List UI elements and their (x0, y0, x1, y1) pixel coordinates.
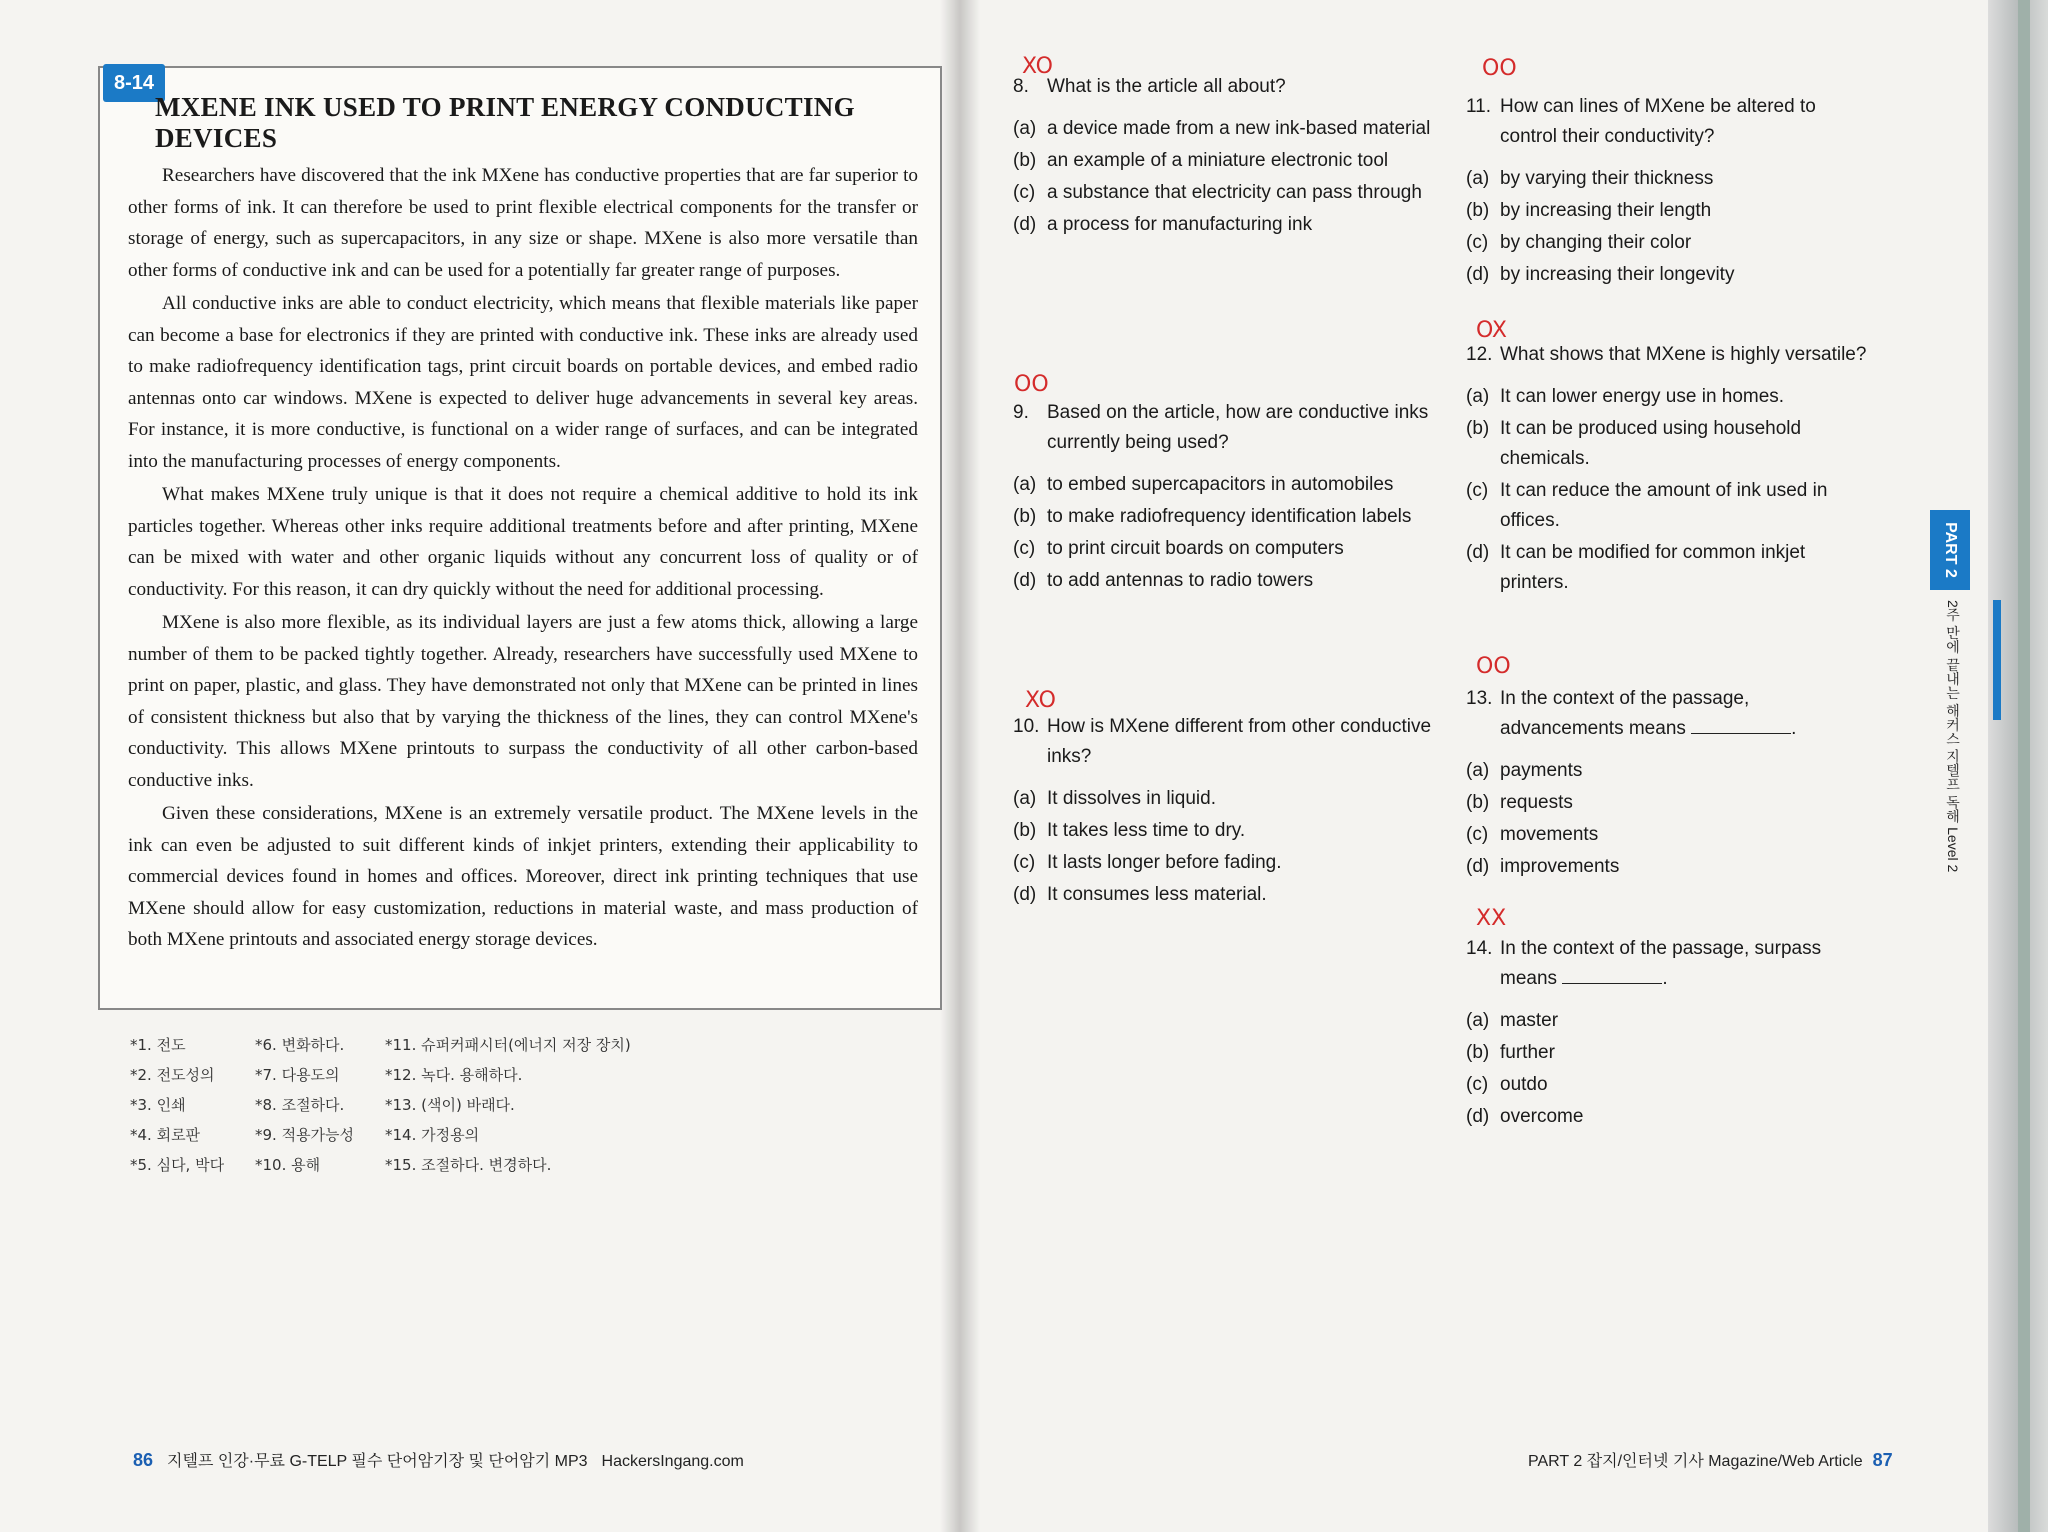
question-stem: What shows that MXene is highly versatile? (1500, 344, 1867, 365)
note-item: *8. 조절하다. (255, 1096, 345, 1114)
answer-blank (1562, 965, 1662, 984)
option-c: (c) a substance that electricity can pass through (1013, 182, 1422, 203)
answer-mark-q13: OO (1476, 654, 1511, 679)
article-body (128, 160, 918, 958)
option-d: (d) to add antennas to radio towers (1013, 570, 1314, 591)
option-a: (a) It can lower energy use in homes. (1466, 386, 1785, 407)
answer-mark-q8: XO (1022, 54, 1053, 79)
question-10: 10. How is MXene different from other conductive inks? (a) It dissolves in liquid. (b) It takes less time to dry. (c) It lasts longer before fading. (d) It consumes less material. (1013, 712, 1433, 912)
answer-mark-q14: XX (1476, 906, 1507, 931)
note-item: *10. 용해 (255, 1156, 321, 1174)
article-title: MXENE INK USED TO PRINT ENERGY CONDUCTING DEVICES (155, 92, 855, 153)
note-item: *15. 조절하다. 변경하다. (385, 1156, 552, 1174)
part-side-tab: PART 2 (1930, 510, 1970, 590)
book-edge-strip (2018, 0, 2030, 1532)
option-c: (c) outdo (1466, 1074, 1548, 1095)
unit-tag: 8-14 (103, 64, 165, 102)
question-11: 11. How can lines of MXene be altered to control their conductivity? (a) by varying their thickness (b) by increasing their length (c) by changing their color (d) by increasing their longevity (1466, 92, 1876, 292)
note-item: *5. 심다, 박다 (130, 1156, 225, 1174)
question-stem: What is the article all about? (1047, 76, 1286, 97)
note-item: *9. 적용가능성 (255, 1126, 355, 1144)
right-footer (1528, 1448, 1893, 1471)
option-a: (a) master (1466, 1010, 1559, 1031)
question-stem: How can lines of MXene be altered to control their conductivity? (1500, 96, 1816, 147)
option-d: (d) by increasing their longevity (1466, 264, 1735, 285)
notes-column-1 (130, 1030, 224, 1180)
option-a: (a) a device made from a new ink-based material (1013, 118, 1431, 139)
article-paragraph: All conductive inks are able to conduct electricity, which means that flexible materials like paper can become a base for electronics if they are printed with conductive ink. These inks are already used to make radiofrequency identification tags, print circuit boards on portable devices, and embed radio antennas onto car windows. MXene is expected to deliver huge advancements in several key areas. For instance, it is more conductive, is functional on a wider range of surfaces, and can be integrated into the manufacturing processes of energy components. (128, 293, 918, 472)
book-gutter (940, 0, 980, 1532)
option-b: (b) further (1466, 1042, 1555, 1063)
option-b: (b) to make radiofrequency identification labels (1013, 506, 1412, 527)
side-book-title: 2주 만에 끝내는 해커스 지텔프 독해 Level 2 (1945, 600, 1961, 873)
note-item: *4. 회로판 (130, 1126, 201, 1144)
note-item: *14. 가정용의 (385, 1126, 480, 1144)
note-item: *1. 전도 (130, 1036, 186, 1054)
note-item: *13. (색이) 바래다. (385, 1096, 515, 1114)
question-8: 8. What is the article all about? (a) a device made from a new ink-based material (b) an example of a miniature electronic tool (c) a substance that electricity can pass through (d) a process for manufacturing ink (1013, 72, 1433, 242)
article-paragraph: Researchers have discovered that the ink MXene has conductive properties that are far superior to other forms of ink. It can therefore be used to print flexible electrical components for the transfer or storage of energy, such as supercapacitors, in any size or shape. MXene is also more versatile than other forms of conductive ink and can be used for a potentially far greater range of purposes. (128, 165, 918, 281)
option-a: (a) to embed supercapacitors in automobiles (1013, 474, 1394, 495)
note-item: *7. 다용도의 (255, 1066, 340, 1084)
answer-mark-q10: XO (1025, 688, 1056, 713)
answer-mark-q11: OO (1482, 56, 1517, 81)
option-d: (d) It consumes less material. (1013, 884, 1267, 905)
article-paragraph: Given these considerations, MXene is an extremely versatile product. The MXene levels in the ink can even be adjusted to suit different kinds of inkjet printers, extending their applicability to commercial devices found in homes and offices. Moreover, direct ink printing techniques that use MXene should allow for easy customization, reductions in material waste, and mass production of both MXene printouts and associated energy storage devices. (128, 803, 918, 950)
left-footer (133, 1448, 744, 1471)
option-c: (c) to print circuit boards on computers (1013, 538, 1344, 559)
side-accent-bar (1993, 600, 2001, 720)
note-item: *3. 인쇄 (130, 1096, 186, 1114)
option-b: (b) an example of a miniature electronic tool (1013, 150, 1389, 171)
answer-blank (1691, 715, 1791, 734)
option-c: (c) It lasts longer before fading. (1013, 852, 1282, 873)
option-b: (b) It takes less time to dry. (1013, 820, 1246, 841)
note-item: *12. 녹다. 용해하다. (385, 1066, 523, 1084)
option-b: (b) by increasing their length (1466, 200, 1712, 221)
option-b: (b) It can be produced using household chemicals. (1466, 418, 1802, 469)
option-a: (a) payments (1466, 760, 1583, 781)
option-d: (d) It can be modified for common inkjet printers. (1466, 542, 1806, 593)
question-9: 9. Based on the article, how are conductive inks currently being used? (a) to embed supercapacitors in automobiles (b) to make radiofrequency identification labels (c) to print circuit boards on computers (d) to add antennas to radio towers (1013, 398, 1433, 598)
question-stem: In the context of the passage, advancements means (1500, 688, 1750, 739)
option-a: (a) It dissolves in liquid. (1013, 788, 1216, 809)
notes-column-3 (385, 1030, 631, 1180)
option-a: (a) by varying their thickness (1466, 168, 1714, 189)
question-stem: Based on the article, how are conductive inks currently being used? (1047, 402, 1429, 453)
answer-mark-q9: OO (1014, 372, 1049, 397)
footer-text: 지텔프 인강·무료 G-TELP 필수 단어암기장 및 단어암기 MP3 (167, 1453, 588, 1470)
option-d: (d) overcome (1466, 1106, 1584, 1127)
option-d: (d) a process for manufacturing ink (1013, 214, 1313, 235)
question-14: 14. In the context of the passage, surpass means . (a) master (b) further (c) outdo (d) overcome (1466, 934, 1876, 1134)
option-c: (c) by changing their color (1466, 232, 1692, 253)
article-paragraph: What makes MXene truly unique is that it does not require a chemical additive to hold its ink particles together. Whereas other inks require additional treatments before and after printing, MXene can be mixed with water and other organic liquids without any concurrent loss of quality or of conductivity. For this reason, it can dry quickly without the need for additional processing. (128, 484, 918, 600)
note-item: *6. 변화하다. (255, 1036, 345, 1054)
page-number: 86 (133, 1450, 154, 1470)
note-item: *2. 전도성의 (130, 1066, 215, 1084)
footer-text: PART 2 잡지/인터넷 기사 Magazine/Web Article (1528, 1453, 1863, 1470)
option-c: (c) It can reduce the amount of ink used in offices. (1466, 480, 1828, 531)
option-d: (d) improvements (1466, 856, 1620, 877)
notes-column-2 (255, 1030, 354, 1180)
question-12: 12. What shows that MXene is highly versatile? (a) It can lower energy use in homes. (b) It can be produced using household chemicals. (c) It can reduce the amount of ink used in offices. (d) It can be modified for common inkjet printers. (1466, 340, 1876, 600)
answer-mark-q12: OX (1476, 318, 1507, 343)
option-c: (c) movements (1466, 824, 1599, 845)
footer-site: HackersIngang.com (601, 1453, 744, 1470)
question-stem: In the context of the passage, surpass means (1500, 938, 1822, 989)
question-stem: How is MXene different from other conductive inks? (1047, 716, 1432, 767)
page-number: 87 (1872, 1450, 1893, 1470)
option-b: (b) requests (1466, 792, 1573, 813)
question-13: 13. In the context of the passage, advancements means . (a) payments (b) requests (c) movements (d) improvements (1466, 684, 1876, 884)
article-paragraph: MXene is also more flexible, as its individual layers are just a few atoms thick, allowing a large number of them to be packed tightly together. Already, researchers have successfully used MXene to print on paper, plastic, and glass. They have demonstrated not only that MXene can be printed in lines of consistent thickness but also that by varying the thickness of the lines, they can control MXene's conductivity. This allows MXene printouts to surpass the conductivity of all other carbon-based conductive inks. (128, 612, 918, 791)
note-item: *11. 슈퍼커패시터(에너지 저장 장치) (385, 1036, 631, 1054)
